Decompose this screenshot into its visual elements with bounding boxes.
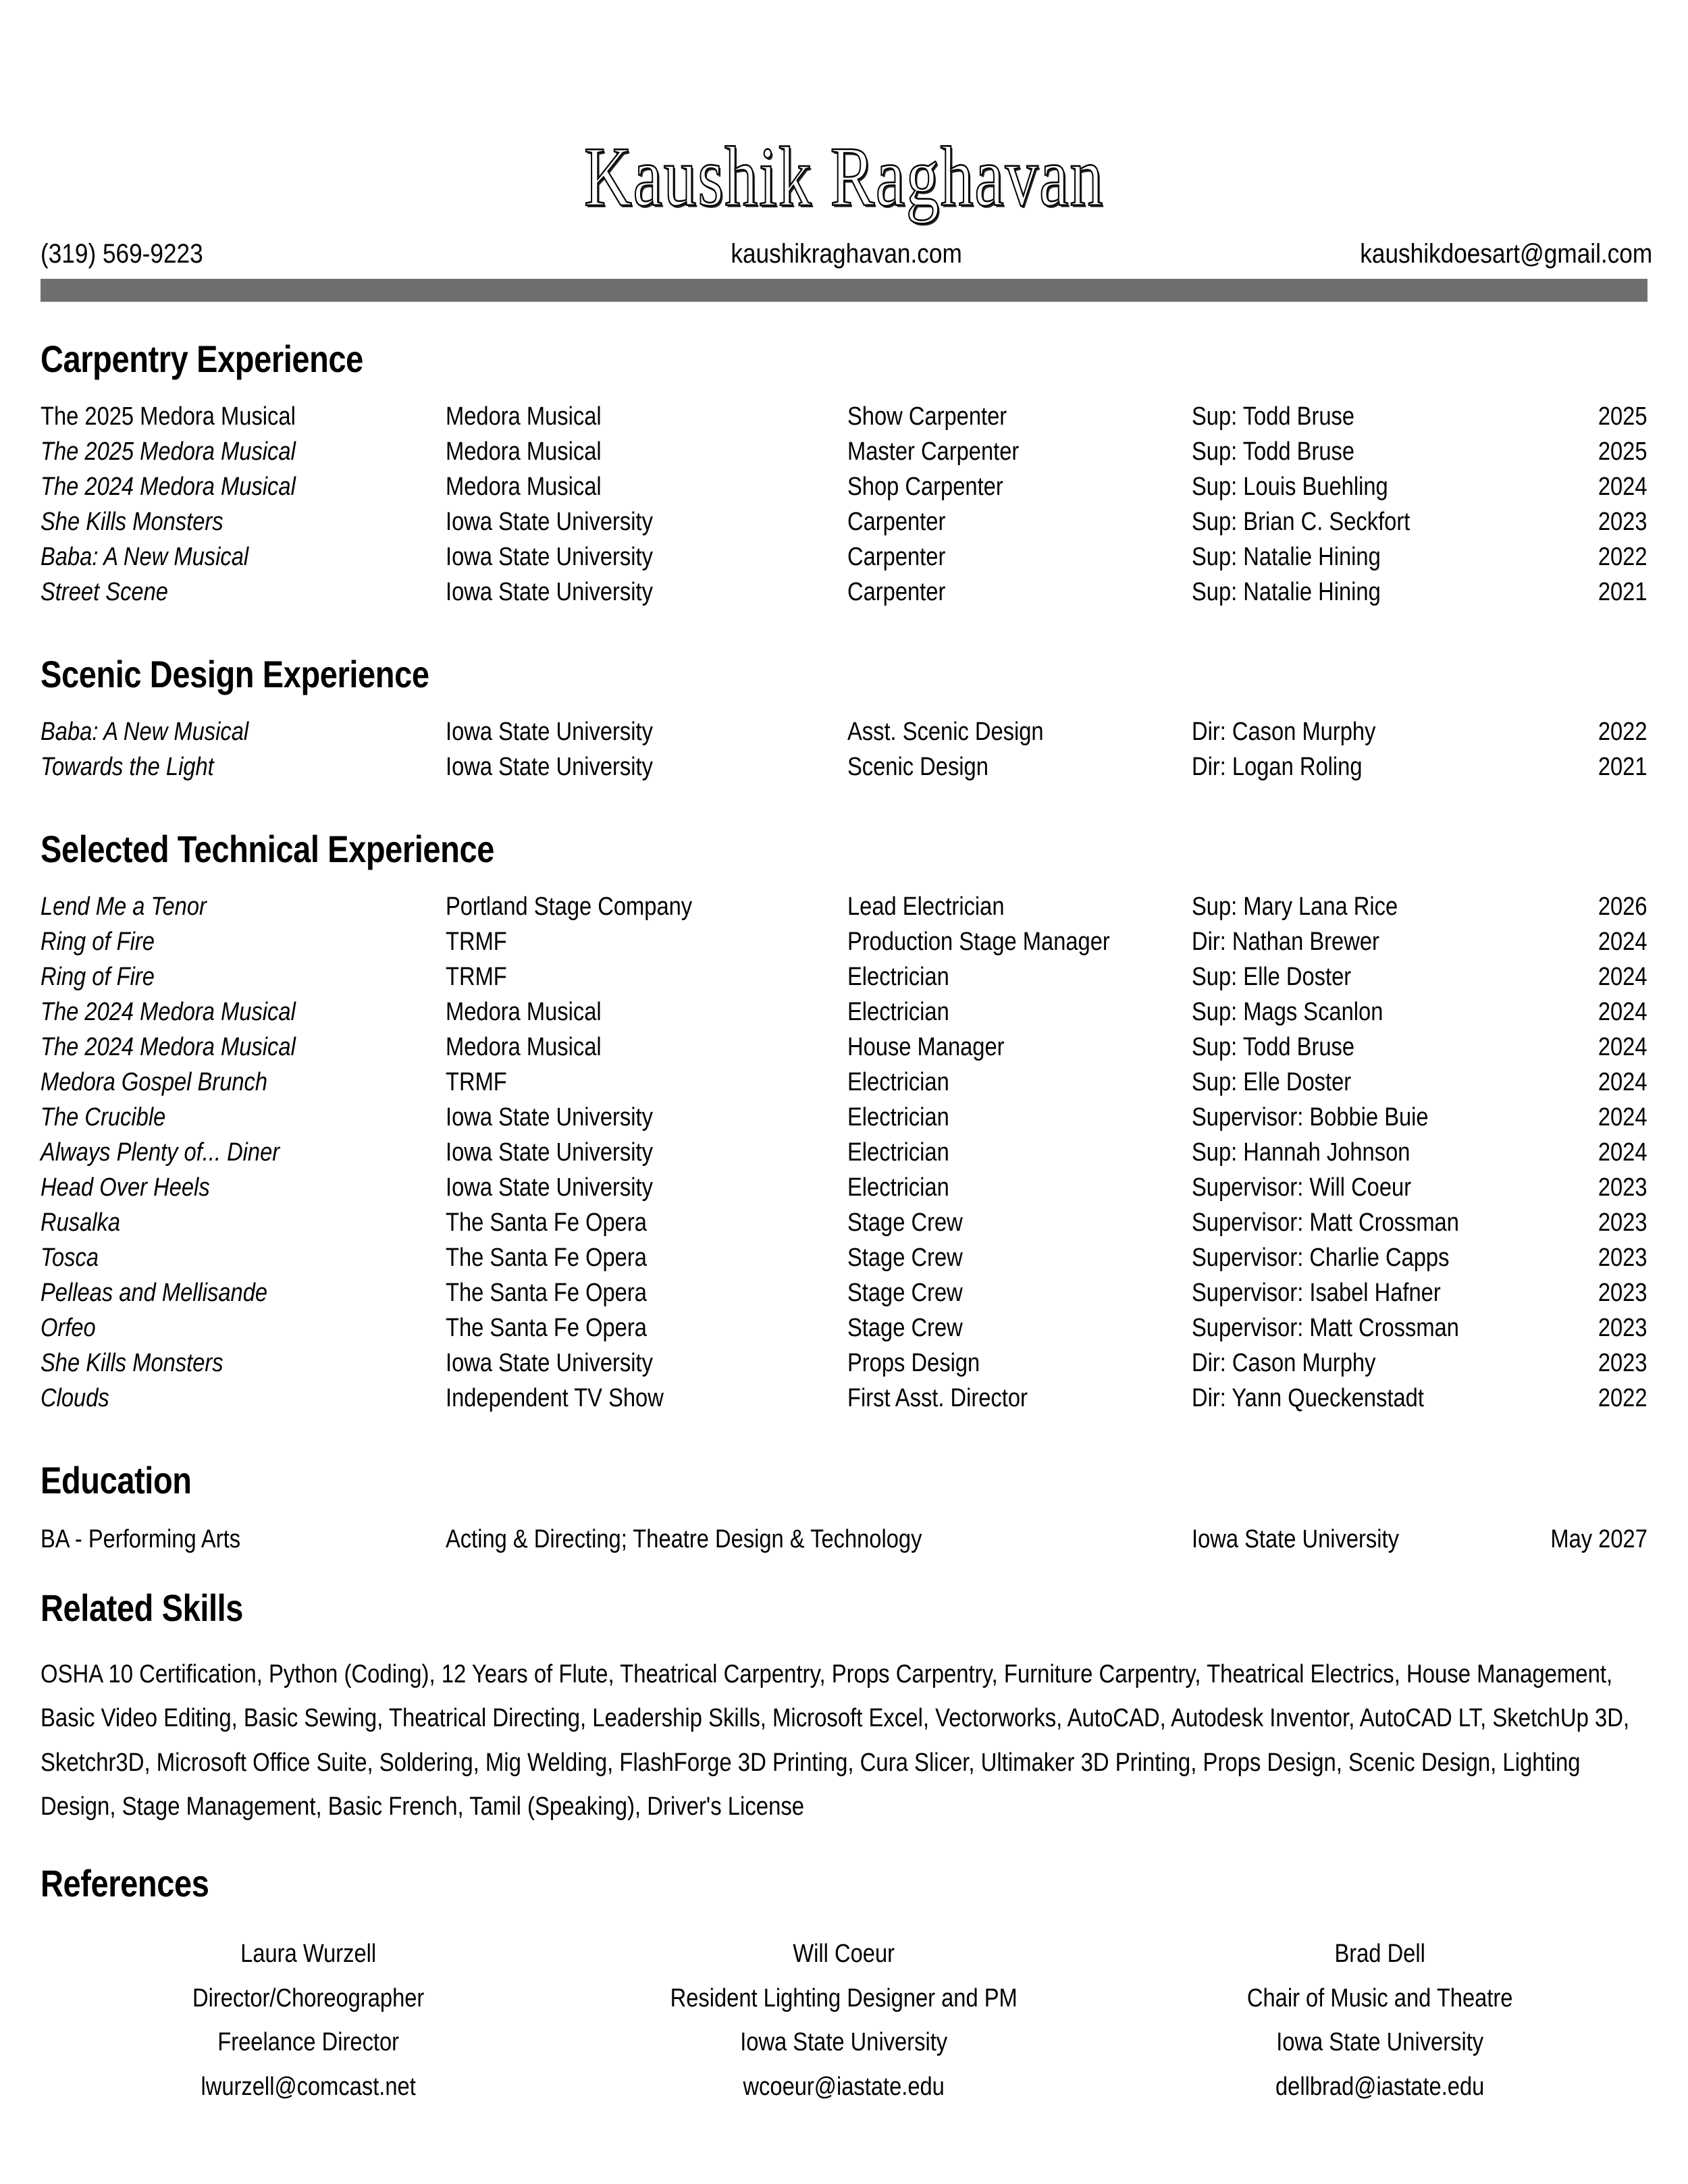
entry-organization <box>446 1385 847 1420</box>
entry-year-text: 2023 <box>1598 1244 1647 1272</box>
entry-year <box>1560 509 1647 544</box>
entry-year <box>1560 1350 1647 1385</box>
entry-supervisor-text: Sup: Mags Scanlon <box>1192 998 1383 1026</box>
table-row <box>41 544 1647 579</box>
entry-year <box>1560 719 1647 754</box>
entry-role-text: Show Carpenter <box>847 402 1007 431</box>
entry-organization <box>446 1245 847 1280</box>
entry-organization-text: Iowa State University <box>446 718 653 746</box>
entry-title <box>41 929 446 964</box>
entry-role-text: Lead Electrician <box>847 893 1005 921</box>
entry-supervisor <box>1192 579 1560 614</box>
entry-title <box>41 1034 446 1069</box>
table-row <box>41 474 1647 509</box>
entry-title-text: Street Scene <box>41 578 168 606</box>
entry-organization-text: TRMF <box>446 928 507 956</box>
entry-year <box>1560 544 1647 579</box>
entry-supervisor-text: Sup: Natalie Hining <box>1192 578 1381 606</box>
entry-title <box>41 439 446 474</box>
entry-organization-text: Medora Musical <box>446 437 602 466</box>
entry-supervisor <box>1192 999 1560 1034</box>
entry-organization-text: Iowa State University <box>446 1138 653 1167</box>
entry-year-text: 2024 <box>1598 963 1647 991</box>
entry-organization <box>446 999 847 1034</box>
table-row <box>41 1385 1647 1420</box>
entry-title <box>41 1315 446 1350</box>
entry-supervisor-text: Dir: Cason Murphy <box>1192 1349 1376 1377</box>
reference-card <box>41 1932 576 2108</box>
table-row <box>41 439 1647 474</box>
entry-role-text: Electrician <box>847 1068 949 1096</box>
entry-year-text: 2023 <box>1598 1208 1647 1237</box>
entry-organization <box>446 1069 847 1104</box>
contact-email[interactable]: kaushikdoesart@gmail.com <box>1360 239 1653 269</box>
table-row <box>41 1245 1647 1280</box>
entry-organization-text: Iowa State University <box>446 1349 653 1377</box>
education-date-text: May 2027 <box>1550 1525 1647 1553</box>
entry-role-text: Carpenter <box>847 508 946 536</box>
entry-title <box>41 1069 446 1104</box>
entry-role <box>847 1034 1192 1069</box>
entry-supervisor <box>1192 1210 1560 1245</box>
table-row <box>41 1104 1647 1140</box>
entry-supervisor <box>1192 719 1560 754</box>
entry-role-text: Scenic Design <box>847 753 988 781</box>
entry-supervisor-text: Sup: Todd Bruse <box>1192 402 1355 431</box>
entry-organization <box>446 544 847 579</box>
entry-organization-text: Iowa State University <box>446 753 653 781</box>
skills-paragraph: OSHA 10 Certification, Python (Coding), 12 Years of Flute, Theatrical Carpentry, Props Carpentry, Furniture Carpentry, Theatrical Electrics, House Management, Basic Video Editing, Basic Sewing, Theatrical Directing, Leadership Skills, Microsoft Excel, Vectorworks, AutoCAD, Autodesk Inventor, AutoCAD LT, SketchUp 3D, Sketchr3D, Microsoft Office Suite, Soldering, Mig Welding, FlashForge 3D Printing, Cura Slicer, Ultimaker 3D Printing, Props Design, Scenic Design, Lighting Design, Stage Management, Basic French, Tamil (Speaking), Driver's License <box>41 1660 1630 1821</box>
entry-title-text: The 2025 Medora Musical <box>41 402 296 431</box>
entry-title <box>41 754 446 789</box>
entry-supervisor-text: Sup: Elle Doster <box>1192 963 1352 991</box>
entry-supervisor-text: Supervisor: Matt Crossman <box>1192 1208 1459 1237</box>
entry-role <box>847 1140 1192 1175</box>
entry-role-text: Electrician <box>847 1173 949 1202</box>
entry-title <box>41 1210 446 1245</box>
table-row <box>41 509 1647 544</box>
contact-row <box>41 239 1652 269</box>
entry-title <box>41 544 446 579</box>
entry-organization <box>446 1175 847 1210</box>
entry-supervisor-text: Sup: Todd Bruse <box>1192 437 1355 466</box>
entry-organization <box>446 579 847 614</box>
entry-role <box>847 1069 1192 1104</box>
entry-title-text: The 2024 Medora Musical <box>41 1033 296 1061</box>
entry-role-text: Electrician <box>847 998 949 1026</box>
entry-role <box>847 1280 1192 1315</box>
entry-supervisor-text: Supervisor: Isabel Hafner <box>1192 1279 1441 1307</box>
resume-header <box>0 0 1688 269</box>
entry-title-text: Clouds <box>41 1384 109 1412</box>
reference-role: Director/Choreographer <box>192 1983 425 2013</box>
entry-year <box>1560 1280 1647 1315</box>
entry-year <box>1560 1175 1647 1210</box>
entry-supervisor <box>1192 1385 1560 1420</box>
entry-title-text: Medora Gospel Brunch <box>41 1068 268 1096</box>
education-focus-text: Acting & Directing; Theatre Design & Technology <box>446 1525 922 1553</box>
table-row <box>41 1175 1647 1210</box>
entry-role-text: Electrician <box>847 1138 949 1167</box>
entry-year <box>1560 439 1647 474</box>
entry-year-text: 2024 <box>1598 1103 1647 1131</box>
entry-role <box>847 964 1192 999</box>
entry-year-text: 2024 <box>1598 928 1647 956</box>
entry-supervisor <box>1192 754 1560 789</box>
entry-title <box>41 1385 446 1420</box>
entry-role-text: Stage Crew <box>847 1208 963 1237</box>
entry-supervisor <box>1192 1140 1560 1175</box>
entry-organization <box>446 1034 847 1069</box>
entry-title-text: The 2025 Medora Musical <box>41 437 296 466</box>
entry-year <box>1560 1245 1647 1280</box>
entry-year <box>1560 1034 1647 1069</box>
entry-year-text: 2023 <box>1598 508 1647 536</box>
entry-organization <box>446 439 847 474</box>
entry-role-text: Electrician <box>847 1103 949 1131</box>
reference-name: Laura Wurzell <box>240 1940 377 1969</box>
entry-title-text: Head Over Heels <box>41 1173 210 1202</box>
entry-title <box>41 474 446 509</box>
entry-supervisor-text: Sup: Brian C. Seckfort <box>1192 508 1410 536</box>
entry-organization <box>446 474 847 509</box>
entry-year <box>1560 1315 1647 1350</box>
entry-year-text: 2024 <box>1598 1033 1647 1061</box>
entry-organization-text: Iowa State University <box>446 1103 653 1131</box>
entry-organization-text: Medora Musical <box>446 473 602 501</box>
header-divider-bar <box>41 279 1647 302</box>
entry-organization <box>446 509 847 544</box>
contact-website[interactable]: kaushikraghavan.com <box>731 239 962 269</box>
entry-role <box>847 929 1192 964</box>
entry-organization <box>446 1350 847 1385</box>
reference-name: Will Coeur <box>793 1940 895 1969</box>
entry-role-text: House Manager <box>847 1033 1005 1061</box>
section-heading-carpentry: Carpentry Experience <box>41 338 363 380</box>
reference-organization: Iowa State University <box>1275 2028 1483 2057</box>
table-row <box>41 1034 1647 1069</box>
entry-year <box>1560 894 1647 929</box>
entry-role <box>847 719 1192 754</box>
entry-year <box>1560 964 1647 999</box>
entry-organization <box>446 754 847 789</box>
entry-supervisor <box>1192 404 1560 439</box>
entry-organization <box>446 404 847 439</box>
entry-supervisor-text: Sup: Elle Doster <box>1192 1068 1352 1096</box>
entry-year <box>1560 999 1647 1034</box>
entry-year <box>1560 1385 1647 1420</box>
entry-role-text: Shop Carpenter <box>847 473 1003 501</box>
entry-organization <box>446 964 847 999</box>
education-degree-text: BA - Performing Arts <box>41 1525 241 1553</box>
table-row <box>41 754 1647 789</box>
entry-role-text: Production Stage Manager <box>847 928 1110 956</box>
table-row <box>41 999 1647 1034</box>
table-row <box>41 1140 1647 1175</box>
entry-organization <box>446 1140 847 1175</box>
entry-role-text: Master Carpenter <box>847 437 1020 466</box>
entry-role-text: Stage Crew <box>847 1244 963 1272</box>
page-title: Kaushik Raghavan <box>583 130 1105 224</box>
entry-year-text: 2024 <box>1598 1068 1647 1096</box>
entry-role <box>847 999 1192 1034</box>
reference-email[interactable]: lwurzell@comcast.net <box>201 2072 416 2101</box>
entry-supervisor-text: Sup: Natalie Hining <box>1192 543 1381 571</box>
entry-role-text: Carpenter <box>847 543 946 571</box>
entry-title-text: Always Plenty of... Diner <box>41 1138 280 1167</box>
entry-title-text: Towards the Light <box>41 753 214 781</box>
entry-supervisor <box>1192 1104 1560 1140</box>
entry-supervisor <box>1192 1315 1560 1350</box>
entry-supervisor-text: Dir: Nathan Brewer <box>1192 928 1379 956</box>
entry-title-text: Rusalka <box>41 1208 121 1237</box>
entry-role <box>847 1385 1192 1420</box>
table-row <box>41 404 1647 439</box>
contact-phone[interactable]: (319) 569-9223 <box>41 239 203 269</box>
entry-title-text: Tosca <box>41 1244 99 1272</box>
entry-supervisor <box>1192 439 1560 474</box>
entry-supervisor-text: Dir: Yann Queckenstadt <box>1192 1384 1424 1412</box>
entry-year-text: 2022 <box>1598 543 1647 571</box>
entry-title-text: The 2024 Medora Musical <box>41 473 296 501</box>
table-row <box>41 964 1647 999</box>
references-grid <box>41 1932 1647 2108</box>
entry-role-text: First Asst. Director <box>847 1384 1028 1412</box>
entry-year-text: 2023 <box>1598 1279 1647 1307</box>
reference-email[interactable]: wcoeur@iastate.edu <box>743 2072 945 2101</box>
entry-year-text: 2021 <box>1598 578 1647 606</box>
entry-supervisor-text: Dir: Cason Murphy <box>1192 718 1376 746</box>
section-heading-technical: Selected Technical Experience <box>41 828 494 870</box>
reference-card <box>576 1932 1111 2108</box>
table-row <box>41 1526 1647 1552</box>
entry-supervisor-text: Supervisor: Charlie Capps <box>1192 1244 1450 1272</box>
entry-role-text: Stage Crew <box>847 1314 963 1342</box>
table-row <box>41 1210 1647 1245</box>
entry-year-text: 2023 <box>1598 1314 1647 1342</box>
section-heading-skills: Related Skills <box>41 1587 244 1629</box>
entry-role <box>847 579 1192 614</box>
entry-title-text: Pelleas and Mellisande <box>41 1279 268 1307</box>
entry-title-text: Ring of Fire <box>41 928 155 956</box>
entry-title <box>41 1280 446 1315</box>
entry-supervisor <box>1192 1350 1560 1385</box>
entry-role-text: Asst. Scenic Design <box>847 718 1044 746</box>
entry-role-text: Carpenter <box>847 578 946 606</box>
entry-title <box>41 964 446 999</box>
entry-title-text: The Crucible <box>41 1103 166 1131</box>
reference-email[interactable]: dellbrad@iastate.edu <box>1275 2072 1484 2101</box>
entry-organization <box>446 1280 847 1315</box>
entry-role <box>847 1175 1192 1210</box>
reference-name: Brad Dell <box>1334 1940 1425 1969</box>
entry-supervisor <box>1192 1034 1560 1069</box>
entry-title-text: Ring of Fire <box>41 963 155 991</box>
education-date <box>1502 1526 1647 1552</box>
entry-supervisor-text: Sup: Louis Buehling <box>1192 473 1388 501</box>
entry-title <box>41 1140 446 1175</box>
entry-supervisor-text: Sup: Todd Bruse <box>1192 1033 1355 1061</box>
entry-role <box>847 754 1192 789</box>
entry-title <box>41 999 446 1034</box>
table-row <box>41 579 1647 614</box>
entry-organization-text: The Santa Fe Opera <box>446 1244 647 1272</box>
entry-title <box>41 894 446 929</box>
carpentry-table <box>41 404 1647 614</box>
table-row <box>41 1315 1647 1350</box>
entry-organization-text: Portland Stage Company <box>446 893 693 921</box>
entry-title <box>41 719 446 754</box>
reference-role: Resident Lighting Designer and PM <box>670 1983 1018 2013</box>
section-heading-education: Education <box>41 1459 192 1501</box>
entry-supervisor <box>1192 929 1560 964</box>
entry-year <box>1560 1104 1647 1140</box>
entry-supervisor-text: Sup: Mary Lana Rice <box>1192 893 1398 921</box>
entry-role <box>847 544 1192 579</box>
entry-role <box>847 894 1192 929</box>
entry-title <box>41 509 446 544</box>
entry-title <box>41 404 446 439</box>
entry-supervisor <box>1192 509 1560 544</box>
entry-role <box>847 1350 1192 1385</box>
table-row <box>41 894 1647 929</box>
entry-year-text: 2023 <box>1598 1173 1647 1202</box>
entry-supervisor <box>1192 474 1560 509</box>
entry-supervisor <box>1192 544 1560 579</box>
entry-role <box>847 1210 1192 1245</box>
entry-organization <box>446 1315 847 1350</box>
entry-supervisor-text: Supervisor: Will Coeur <box>1192 1173 1412 1202</box>
table-row <box>41 1350 1647 1385</box>
entry-organization-text: Independent TV Show <box>446 1384 664 1412</box>
entry-role <box>847 1315 1192 1350</box>
entry-organization-text: TRMF <box>446 963 507 991</box>
entry-supervisor <box>1192 1175 1560 1210</box>
entry-year-text: 2026 <box>1598 893 1647 921</box>
entry-organization-text: Medora Musical <box>446 402 602 431</box>
entry-role-text: Stage Crew <box>847 1279 963 1307</box>
entry-year-text: 2022 <box>1598 1384 1647 1412</box>
scenic-design-table <box>41 719 1647 789</box>
entry-supervisor-text: Supervisor: Bobbie Buie <box>1192 1103 1429 1131</box>
entry-organization-text: The Santa Fe Opera <box>446 1314 647 1342</box>
entry-supervisor <box>1192 1069 1560 1104</box>
entry-title <box>41 1350 446 1385</box>
entry-supervisor <box>1192 894 1560 929</box>
entry-title <box>41 1245 446 1280</box>
resume-content <box>0 337 1688 2109</box>
entry-role <box>847 1245 1192 1280</box>
entry-organization-text: Iowa State University <box>446 578 653 606</box>
entry-title-text: She Kills Monsters <box>41 508 223 536</box>
entry-year-text: 2023 <box>1598 1349 1647 1377</box>
education-school <box>1192 1526 1502 1552</box>
education-focus <box>446 1526 1192 1552</box>
entry-role <box>847 404 1192 439</box>
entry-title-text: Orfeo <box>41 1314 96 1342</box>
entry-year-text: 2024 <box>1598 998 1647 1026</box>
section-heading-references: References <box>41 1862 209 1905</box>
entry-title-text: Baba: A New Musical <box>41 543 249 571</box>
entry-organization <box>446 894 847 929</box>
entry-supervisor-text: Dir: Logan Roling <box>1192 753 1363 781</box>
table-row <box>41 719 1647 754</box>
entry-year-text: 2022 <box>1598 718 1647 746</box>
entry-organization-text: Medora Musical <box>446 1033 602 1061</box>
entry-year-text: 2021 <box>1598 753 1647 781</box>
entry-organization-text: Iowa State University <box>446 543 653 571</box>
entry-supervisor-text: Sup: Hannah Johnson <box>1192 1138 1410 1167</box>
reference-organization: Iowa State University <box>740 2028 948 2057</box>
entry-year-text: 2024 <box>1598 473 1647 501</box>
entry-role-text: Electrician <box>847 963 949 991</box>
entry-supervisor <box>1192 964 1560 999</box>
entry-role-text: Props Design <box>847 1349 980 1377</box>
entry-year-text: 2025 <box>1598 402 1647 431</box>
entry-year <box>1560 1140 1647 1175</box>
reference-organization: Freelance Director <box>217 2028 400 2057</box>
entry-year <box>1560 1210 1647 1245</box>
entry-year-text: 2024 <box>1598 1138 1647 1167</box>
entry-organization <box>446 1104 847 1140</box>
entry-year <box>1560 474 1647 509</box>
entry-organization-text: Iowa State University <box>446 1173 653 1202</box>
entry-role <box>847 1104 1192 1140</box>
entry-year <box>1560 404 1647 439</box>
entry-title <box>41 1175 446 1210</box>
education-school-text: Iowa State University <box>1192 1525 1399 1553</box>
entry-supervisor-text: Supervisor: Matt Crossman <box>1192 1314 1459 1342</box>
education-table <box>41 1526 1647 1552</box>
entry-organization-text: TRMF <box>446 1068 507 1096</box>
entry-year <box>1560 1069 1647 1104</box>
entry-role <box>847 439 1192 474</box>
entry-role <box>847 474 1192 509</box>
reference-role: Chair of Music and Theatre <box>1246 1983 1513 2013</box>
reference-card <box>1112 1932 1647 2108</box>
entry-organization-text: Medora Musical <box>446 998 602 1026</box>
entry-year <box>1560 579 1647 614</box>
entry-year <box>1560 754 1647 789</box>
section-heading-scenic-design: Scenic Design Experience <box>41 653 429 695</box>
entry-year <box>1560 929 1647 964</box>
entry-supervisor <box>1192 1245 1560 1280</box>
entry-organization <box>446 929 847 964</box>
entry-title-text: Baba: A New Musical <box>41 718 249 746</box>
technical-table <box>41 894 1647 1420</box>
entry-supervisor <box>1192 1280 1560 1315</box>
table-row <box>41 929 1647 964</box>
entry-title <box>41 1104 446 1140</box>
entry-organization-text: The Santa Fe Opera <box>446 1208 647 1237</box>
entry-title-text: The 2024 Medora Musical <box>41 998 296 1026</box>
entry-year-text: 2025 <box>1598 437 1647 466</box>
entry-title-text: Lend Me a Tenor <box>41 893 207 921</box>
entry-title <box>41 579 446 614</box>
table-row <box>41 1280 1647 1315</box>
entry-organization <box>446 1210 847 1245</box>
entry-organization <box>446 719 847 754</box>
education-degree <box>41 1526 446 1552</box>
entry-organization-text: The Santa Fe Opera <box>446 1279 647 1307</box>
table-row <box>41 1069 1647 1104</box>
entry-role <box>847 509 1192 544</box>
entry-organization-text: Iowa State University <box>446 508 653 536</box>
entry-title-text: She Kills Monsters <box>41 1349 223 1377</box>
